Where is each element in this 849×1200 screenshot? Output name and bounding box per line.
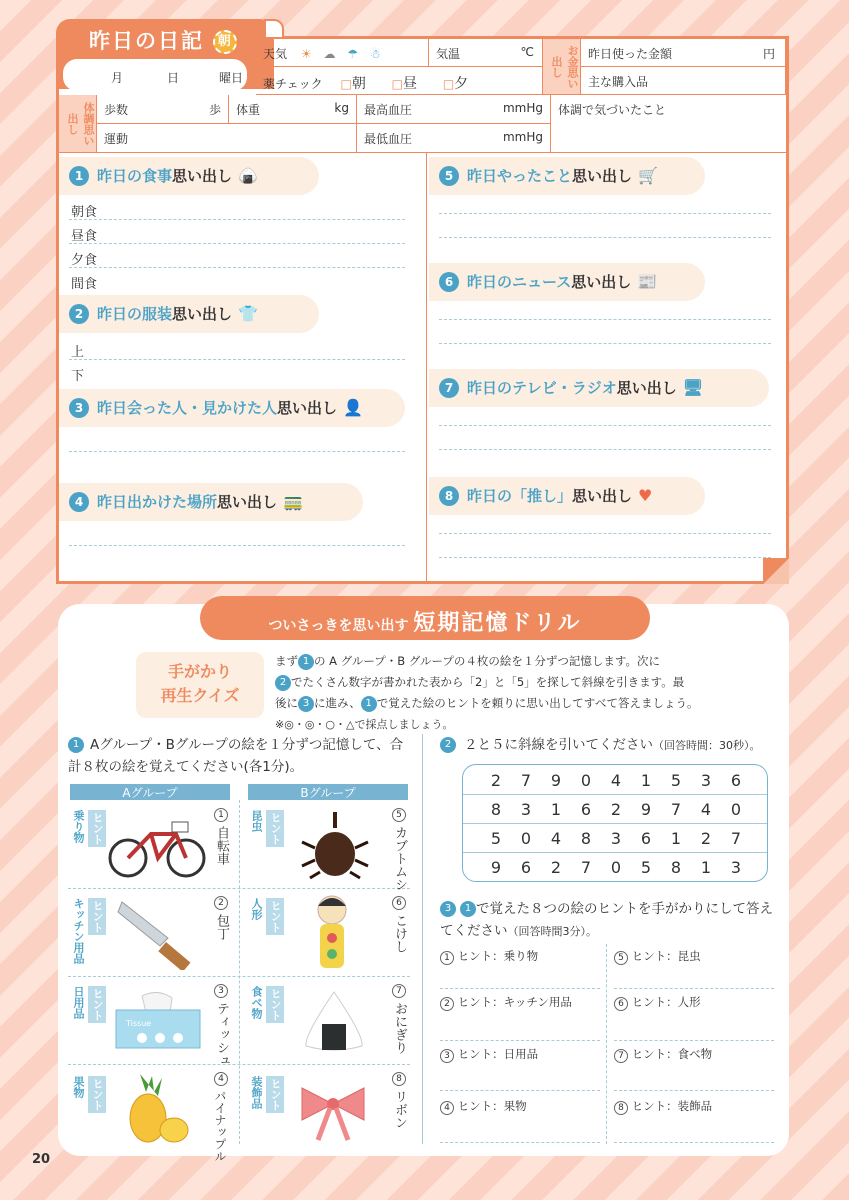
item-name: 包丁 [214,914,229,940]
places-line[interactable] [69,545,405,546]
hint-text: 装飾品 [250,1076,263,1109]
grid-digit[interactable]: 2 [700,829,712,848]
answer-8[interactable]: 8 ヒント：装飾品 [614,1098,712,1115]
item-number: 8 [392,1072,406,1086]
bicycle-image [106,814,206,880]
grid-digit[interactable]: 2 [490,771,502,790]
money-header: お金思い出し [543,39,581,95]
grid-digit[interactable]: 3 [730,858,742,877]
item-number: 5 [392,808,406,822]
quiz-label: 手がかり 再生クイズ [136,652,264,718]
grid-digit[interactable]: 4 [550,829,562,848]
section-activities: 5 昨日やったこと思い出し 🛒 [429,157,705,195]
hint-text: 昆虫 [250,810,263,832]
meal-dinner: 夕食 [71,253,98,268]
grid-digit[interactable]: 5 [670,771,682,790]
weight-field[interactable]: 体重 kg [229,95,357,124]
money-spent-field[interactable]: 昨日使った金額 円 [581,39,786,67]
clothes-icon: 👕 [238,304,258,323]
tv-line[interactable] [439,449,771,450]
hint-tag: ヒント [266,898,284,935]
section-places: 4 昨日出かけた場所思い出し 🚃 [59,483,363,521]
hint-tag: ヒント [88,986,106,1023]
cloud-icon: ☁ [323,47,336,61]
section-people: 3 昨日会った人・見かけた人思い出し 👤 [59,389,405,427]
grid-digit[interactable]: 7 [580,858,592,877]
hint-tag: ヒント [266,810,284,847]
grid-digit[interactable]: 9 [640,800,652,819]
clothes-line[interactable] [69,359,405,360]
grid-digit[interactable]: 7 [520,771,532,790]
news-line[interactable] [439,343,771,344]
hint-text: 人形 [250,898,263,920]
grid-digit[interactable]: 1 [670,829,682,848]
exercise-field[interactable]: 運動 [97,124,357,153]
meal-breakfast: 朝食 [71,205,98,220]
question-1: 1 Aグループ・Bグループの絵を１分ずつ記憶して、合計８枚の絵を覚えてください(各1分)。 [68,737,404,775]
grid-digit[interactable]: 8 [670,858,682,877]
meal-line[interactable] [69,267,405,268]
heart-icon: ♥ [638,486,653,505]
sun-icon: ☀ [300,47,312,61]
grid-digit[interactable]: 6 [730,771,742,790]
grid-digit[interactable]: 9 [550,771,562,790]
ribbon-image [296,1084,370,1144]
bp-high-field[interactable]: 最高血圧 mmHg [357,95,551,124]
grid-digit[interactable]: 1 [640,771,652,790]
hint-tag: ヒント [266,986,284,1023]
snowman-icon: ☃ [369,47,381,61]
item-name: カブトムシ [392,826,407,891]
answer-6[interactable]: 6 ヒント：人形 [614,994,701,1011]
column-divider [426,153,427,583]
item-name: おにぎり [392,1002,407,1054]
section-news: 6 昨日のニュース思い出し 📰 [429,263,705,301]
item-number: 7 [392,984,406,998]
section-meals: 1 昨日の食事思い出し 🍙 [59,157,319,195]
item-number: 6 [392,896,406,910]
grid-digit[interactable]: 6 [520,858,532,877]
drill-column-divider [422,734,423,1144]
item-number: 2 [214,896,228,910]
checkbox-morning[interactable]: □ [340,77,352,91]
meal-lunch: 昼食 [71,229,98,244]
checkbox-evening[interactable]: □ [442,77,455,91]
activities-line[interactable] [439,237,771,238]
grid-row [481,858,751,877]
meal-line[interactable] [69,219,405,220]
hint-text: キッチン用品 [72,898,85,964]
hint-tag: ヒント [266,1076,284,1113]
grid-digit[interactable]: 9 [490,858,502,877]
grid-row [481,800,751,819]
section-tv-radio: 7 昨日のテレビ・ラジオ思い出し 🖥 [429,369,769,407]
tv-line[interactable] [439,425,771,426]
grid-digit[interactable]: 8 [490,800,502,819]
grid-row [481,829,751,848]
grid-digit[interactable]: 2 [550,858,562,877]
group-b-header: Bグループ [248,784,408,800]
health-note-field[interactable]: 体調で気づいたこと [551,95,786,153]
question-3: 3 1 で覚えた８つの絵のヒントを手がかりにして答えてください（回答時間3分）。 [440,901,773,939]
grid-digit[interactable]: 3 [520,800,532,819]
item-number: 1 [214,808,228,822]
shopping-cart-icon: 🛒 [638,166,658,185]
item-number: 4 [214,1072,228,1086]
drill-banner: ついさっきを思い出す 短期記憶ドリル [200,596,650,640]
answer-3[interactable]: 3 ヒント：日用品 [440,1046,538,1063]
answer-1[interactable]: 1 ヒント：乗り物 [440,948,538,965]
grid-digit[interactable]: 6 [580,800,592,819]
answer-4[interactable]: 4 ヒント：果物 [440,1098,527,1115]
grid-digit[interactable]: 6 [640,829,652,848]
grid-digit[interactable]: 8 [580,829,592,848]
question-2: 2 ２と５に斜線を引いてください（回答時間：30秒）。 [440,734,780,757]
activities-line[interactable] [439,213,771,214]
hint-tag: ヒント [88,810,106,847]
grid-digit[interactable]: 3 [610,829,622,848]
answer-2[interactable]: 2 ヒント：キッチン用品 [440,994,572,1011]
rice-ball-image [302,990,366,1052]
item-name: リボン [392,1090,407,1129]
grid-digit[interactable]: 7 [670,800,682,819]
item-name: ティッシュ [214,1002,229,1067]
medicine-check: 薬チェック □朝 □昼 □夕 [256,67,543,95]
grid-digit[interactable]: 1 [700,858,712,877]
instructions: まず 1 の A グループ・B グループの４枚の絵を１分ずつ記憶します。次に 2 でたくさん数字が書かれた表から「2」と「5」を探して斜線を引きます。最 後に 3 に進み、 1 で覚えた絵のヒントを頼りに思い出してすべて答えましょう。 ※◎・◎・○・△で採点しましょう。 [275,654,699,731]
favorite-line[interactable] [439,533,771,534]
hint-text: 日用品 [72,986,85,1019]
item-name: パイナップル [213,1090,227,1162]
grid-digit[interactable]: 5 [640,858,652,877]
answer-7[interactable]: 7 ヒント：食べ物 [614,1046,712,1063]
meal-line[interactable] [69,243,405,244]
group-divider [239,800,240,1144]
umbrella-icon: ☂ [347,47,359,61]
grid-digit[interactable]: 7 [730,829,742,848]
tissue-box-image [112,992,204,1054]
favorite-line[interactable] [439,557,771,558]
hint-tag: ヒント [88,898,106,935]
pineapple-image [118,1072,190,1146]
svg-text:Tissue: Tissue [126,1019,152,1028]
section-favorite: 8 昨日の「推し」思い出し ♥ [429,477,705,515]
grid-digit[interactable]: 4 [610,771,622,790]
onigiri-octopus-icon: 🍙 [238,166,258,185]
hint-text: 乗り物 [72,810,85,843]
item-number: 3 [214,984,228,998]
steps-field[interactable]: 歩数 歩 [97,95,229,124]
weather-field[interactable]: 天気 ☀ ☁ ☂ ☃ [256,39,429,67]
grid-digit[interactable]: 3 [700,771,712,790]
beetle-image [300,808,370,880]
checkbox-noon[interactable]: □ [391,77,403,91]
kitchen-knife-image [116,898,200,970]
health-header: 体調思い出し [59,95,97,153]
hint-text: 果物 [72,1076,85,1098]
grid-digit[interactable]: 2 [610,800,622,819]
newspaper-icon: 📰 [637,272,658,291]
diary-title: 昨日の日記 朝 [89,25,237,55]
main-purchase-field[interactable]: 主な購入品 [581,67,786,95]
hint-text: 食べ物 [250,986,263,1019]
diary-panel [56,29,789,584]
item-name: 自転車 [214,826,229,865]
grid-digit[interactable]: 4 [700,800,712,819]
section-clothes: 2 昨日の服装思い出し 👕 [59,295,319,333]
grid-digit[interactable]: 5 [490,829,502,848]
page-fold-corner [763,558,789,584]
grid-digit[interactable]: 0 [730,800,742,819]
temperature-field[interactable]: 気温 ℃ [429,39,543,67]
group-a-header: Aグループ [70,784,230,800]
grid-digit[interactable]: 0 [610,858,622,877]
kokeshi-doll-image [312,894,352,970]
tab-notch [264,19,284,39]
answer-5[interactable]: 5 ヒント：昆虫 [614,948,701,965]
date-field[interactable]: 月 日 曜日 [63,59,247,91]
clothes-bottom: 下 [71,369,85,384]
grid-digit[interactable]: 0 [580,771,592,790]
number-grid[interactable] [462,764,768,882]
grid-digit[interactable]: 0 [520,829,532,848]
train-icon: 🚃 [283,492,303,511]
morning-badge: 朝 [213,30,237,54]
hint-tag: ヒント [88,1076,106,1113]
grid-row [481,771,751,790]
grid-digit[interactable]: 1 [550,800,562,819]
meal-snack: 間食 [71,277,98,292]
tv-icon: 🖥 [682,378,704,397]
person-icon: 👤 [343,398,363,417]
clothes-top: 上 [71,345,85,360]
people-line[interactable] [69,451,405,452]
bp-low-field[interactable]: 最低血圧 mmHg [357,124,551,153]
news-line[interactable] [439,319,771,320]
page-number: 20 [32,1152,51,1167]
item-name: こけし [392,914,407,953]
